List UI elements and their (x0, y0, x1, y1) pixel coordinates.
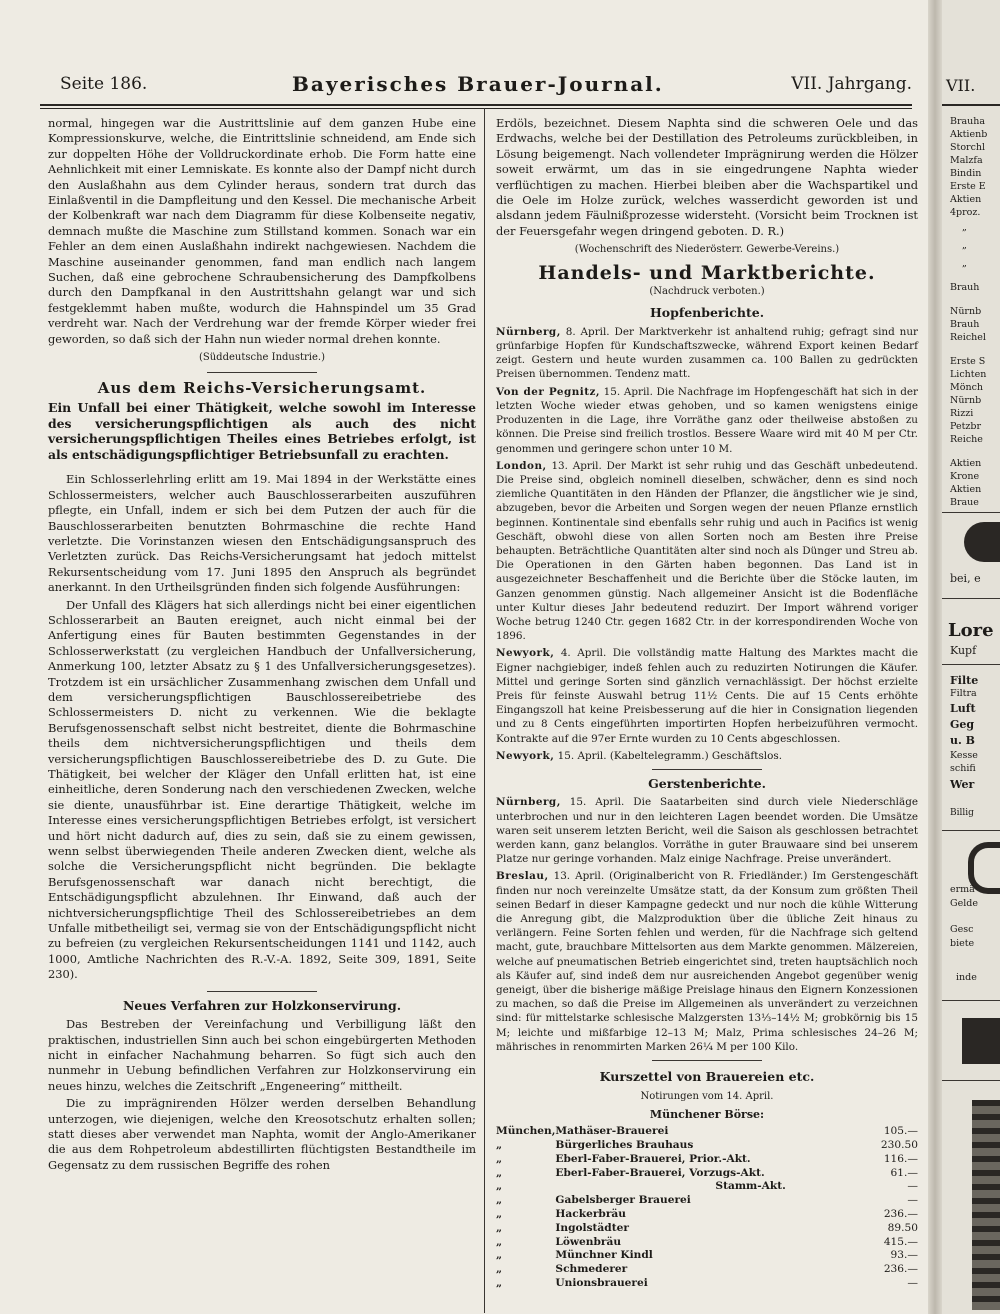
quote-value: — (907, 1180, 918, 1193)
left-column (48, 116, 476, 1175)
next-page-line: Braue (950, 497, 979, 508)
report-entry (496, 325, 918, 382)
quote-name: Bürgerliches Brauhaus (555, 1139, 694, 1152)
quote-value: 116.— (883, 1152, 918, 1165)
report-entry (496, 459, 918, 644)
next-page-line: Lore (948, 620, 994, 641)
next-page-rule (942, 512, 1000, 513)
report-entry (496, 869, 918, 1054)
page-header (60, 74, 912, 102)
report-entry (496, 795, 918, 866)
quote-city: „ (496, 1263, 503, 1276)
divider (652, 1060, 762, 1061)
next-page-line: Gesc (950, 924, 974, 935)
right-column (496, 116, 918, 1291)
quote-city: „ (496, 1180, 503, 1193)
article-lead: Ein Unfall bei einer Thätigkeit, welche sowohl im Interesse des versicherungspflichtigen als auch des nicht versicherungspflichtigen Theiles eines Betriebes erfolgt, ist als entschädigungspflichtiger Betriebsunfall zu erachten. (48, 399, 476, 462)
next-page-line: Aktienb (950, 129, 988, 140)
quote-city: „ (496, 1277, 503, 1290)
quote-name: Ingolstädter (555, 1221, 629, 1234)
quotes-exchange: Münchener Börse: (649, 1107, 765, 1121)
subheading-barley: Gerstenberichte. (648, 775, 766, 791)
next-page-line: Aktien (950, 194, 982, 205)
journal-title: Bayerisches Brauer-Journal. (292, 72, 664, 96)
table-row (496, 1222, 918, 1236)
table-row (496, 1180, 918, 1194)
next-page-rule (942, 830, 1000, 831)
next-page-line: Rizzi (950, 408, 974, 419)
next-page-line: „ (962, 222, 967, 233)
intro-paragraph: normal, hingegen war die Austrittslinie auf dem ganzen Hube eine Kompressionskurve, welche, die Eintrittslinie schneidend, am Ende sich zur doppelten Höhe der Volldruckordinate erhob. Die Form hatte eine Aehnlichkeit mit einer Lemniskate. Es konnte also der Dampf nicht durch den Auslaßhahn aus dem Cylinder heraus, sondern trat durch das Einlaßventil in die Dampfleitung und den Kessel. Die mechanische Arbeit der Kolbenkraft war nach dem Diagramm für diese Kolbenseite negativ, demnach mußte die Maschine zum Stillstand kommen. Sonach war ein Fehler an dem einen Auslaßhahn indirekt nachgewiesen. Nachdem die Maschine auseinander genommen, fand man endlich nach langem Suchen, daß eine gebrochene Schraubensicherung des Dampfkolbens durch den Dampfkanal in den Austrittshahn gelangt war und sich festgeklemmt haben mußte, wodurch die Hahnspindel um 35 Grad verdreht war. Nach der Verdrehung war der fremde Körper wieder frei geworden, so daß sich der Hahn nun wieder normal drehen konnte. (48, 116, 476, 346)
subheading-hops: Hopfenberichte. (649, 305, 765, 321)
report-entry (496, 385, 918, 456)
next-page-rule (942, 664, 1000, 665)
report-place: Nürnberg, (496, 325, 561, 338)
report-entry (496, 749, 918, 763)
next-page-ornament (964, 522, 1000, 562)
intro-source: (Süddeutsche Industrie.) (198, 352, 325, 364)
next-page-header: VII. (946, 76, 976, 95)
next-page-line: Aktien (950, 484, 982, 495)
next-page-line: Erste S (950, 356, 986, 367)
quote-value: 230.50 (880, 1139, 918, 1152)
article-heading-holzkonservirung: Neues Verfahren zur Holzkonservirung. (122, 997, 402, 1013)
quotes-table (496, 1125, 918, 1291)
quote-city: „ (496, 1249, 503, 1262)
volume-label: VII. Jahrgang. (791, 74, 912, 94)
next-page-line: Kesse (950, 750, 978, 761)
barley-reports (496, 795, 918, 1054)
reprint-note: (Nachdruck verboten.) (649, 286, 765, 298)
report-text: 15. April. Die Saatarbeiten sind durch viele Niederschläge unterbrochen und nur in den leichteren Lagen beendet worden. Die Umsätze waren seit unserem letzten Bericht, weil die Saison als geschlossen betrachtet werden kann, ganz belanglos. Vorräthe in guter Brauwaare sind bei unserem Platze nur geringe vorhanden. Malz einige Nachfrage. Preise unverändert. (496, 796, 918, 866)
next-page-rule (942, 104, 1000, 106)
next-page-line: Nürnb (950, 395, 982, 406)
report-text: 13. April. (Originalbericht von R. Friedländer.) Im Gerstengeschäft finden nur noch vereinzelte Umsätze statt, da der Konsum zum größten Theil seinen Bedarf in dieser Kampagne gedeckt und nur noch die kühle Witterung die Anregung gibt, die Malzproduktion über die übliche Zeit hinaus zu verlängern. Feine Sorten fehlen und werden, für die Nachfrage sich geltend macht, gute, brauchbare Mittelsorten aus dem Markte genommen. Mälzereien, welche auf pneumatischen Betrieb eingerichtet sind, treten hauptsächlich noch als Käufer auf, sind indeß dem nur ausreichenden Angebot gegenüber wenig geneigt, über die bisherige mäßige Preislage hinaus den Eignern Konzessionen zu machen, so daß die Preise im Allgemeinen als unverändert zu verzeichnen sind: für mittelstarke schlesische Malzgersten 13⅓–14½ M; grobkörnig bis 15 M; leichte und mißfarbige 12–13 M; Malz, Prima schlesisches 24–26 M; mährisches in renommirten Marken 26¼ M per 100 Kilo. (496, 870, 918, 1053)
quote-city: „ (496, 1208, 503, 1221)
table-row (496, 1194, 918, 1208)
next-page-line: inde (956, 972, 977, 983)
next-page-rule (942, 1080, 1000, 1081)
next-page-line: Gelde (950, 898, 978, 909)
continued-source: (Wochenschrift des Niederösterr. Gewerbe-Vereins.) (574, 244, 840, 256)
table-row (496, 1263, 918, 1277)
quote-city: „ (496, 1139, 503, 1152)
next-page-line: Geg (950, 718, 975, 731)
next-page-line: Kupf (950, 644, 977, 657)
next-page-line: Filte (950, 674, 979, 687)
quote-name: Eberl-Faber-Brauerei, Prior.-Akt. (555, 1152, 751, 1165)
next-page-line: Storchl (950, 142, 986, 153)
next-page-line: ermä (950, 884, 975, 895)
next-page-line: bei, e (950, 572, 981, 585)
hops-reports (496, 325, 918, 763)
quote-city: München, (496, 1125, 556, 1138)
report-text: 15. April. (Kabeltelegramm.) Geschäftslos. (557, 749, 782, 762)
report-text: 4. April. Die vollständig matte Haltung des Marktes macht die Eigner nachgiebiger, indeß fehlen auch zu reduzirten Notirungen die Käufer. Mittel und geringe Sorten sind gänzlich vernachlässigt. Der höchst erzielte Preis für feinste Auswahl betrug 11½ Cents. Die auf 15 Cents erhöhte Eingangszoll hat keine Preisbesserung auf die hier in Consignation liegenden und zu 8 Cents eingeführten importirten Hopfen herbeizuführen vermocht. Kontrakte auf die 97er Ernte wurden zu 10 Cents abgeschlossen. (496, 647, 918, 745)
quote-value: 236.— (883, 1208, 918, 1221)
article-heading-reichsversicherungsamt: Aus dem Reichs-Versicherungsamt. (97, 378, 427, 397)
next-page-line: „ (962, 258, 967, 269)
report-place: Nürnberg, (496, 796, 561, 809)
next-page-line: Billig (950, 808, 974, 818)
next-page-line: biete (950, 938, 975, 949)
table-row (496, 1139, 918, 1153)
quote-value: — (907, 1194, 918, 1207)
table-row (496, 1153, 918, 1167)
report-place: Newyork, (496, 749, 555, 762)
next-page-line: u. B (950, 734, 975, 747)
quote-name: Unionsbrauerei (555, 1277, 648, 1290)
report-place: London, (496, 459, 547, 472)
quote-name: Löwenbräu (555, 1235, 622, 1248)
quote-name: Münchner Kindl (555, 1249, 653, 1262)
report-place: Breslau, (496, 870, 549, 883)
table-row (496, 1208, 918, 1222)
table-row (496, 1167, 918, 1181)
quotes-date: Notirungen vom 14. April. (640, 1091, 774, 1103)
next-page-line: Krone (950, 471, 980, 482)
article-paragraph: Ein Schlosserlehrling erlitt am 19. Mai 1894 in der Werkstätte eines Schlossermeisters, welcher auch Bauschlosserarbeiten auszuführen pflegte, ein Unfall, indem er sich bei dem Putzen der auch für die Bauschlosserarbeiten benutzten Bohrmaschine die rechte Hand verletzte. Die Vorinstanzen wiesen den Entschädigungsanspruch des Verletzten zurück. Das Reichs-Versicherungsamt hat jedoch mittelst Rekursentscheidung vom 17. Juni 1895 den Anspruch als begründet anerkannt. In den Urtheilsgründen finden sich folgende Ausführungen: (48, 472, 476, 595)
report-entry (496, 646, 918, 745)
table-row (496, 1125, 918, 1139)
quote-city: „ (496, 1194, 503, 1207)
next-page-line: Mönch (950, 382, 984, 393)
next-page-line: Malzfa (950, 155, 983, 166)
quote-value: — (907, 1277, 918, 1290)
quote-name: Gabelsberger Brauerei (555, 1194, 691, 1207)
quote-city: „ (496, 1221, 503, 1234)
table-row (496, 1249, 918, 1263)
column-separator (484, 108, 485, 1313)
quote-name: Schmederer (555, 1263, 628, 1276)
next-page-line: 4proz. (950, 207, 981, 218)
quote-value: 93.— (890, 1249, 918, 1262)
section-heading-quotes: Kurszettel von Brauereien etc. (599, 1069, 815, 1085)
next-page-line: Nürnb (950, 306, 982, 317)
table-row (496, 1277, 918, 1291)
quote-city: „ (496, 1152, 503, 1165)
next-page-line: Brauh (950, 282, 980, 293)
next-page-line: Reichel (950, 332, 986, 343)
quote-value: 105.— (883, 1125, 918, 1138)
next-page-line: Lichten (950, 369, 987, 380)
next-page-line: Brauha (950, 116, 986, 127)
quote-name: Mathäser-Brauerei (555, 1125, 669, 1138)
quote-value: 236.— (883, 1263, 918, 1276)
next-page-line: Filtra (950, 688, 977, 699)
quote-value: 415.— (883, 1235, 918, 1248)
divider (207, 372, 317, 373)
next-page-rule (942, 1000, 1000, 1001)
report-text: 13. April. Der Markt ist sehr ruhig und das Geschäft unbedeutend. Die Preise sind, obgleich nominell dieselben, schwächer, denn es sind noch ziemliche Quantitäten in den Händen der Pflanzer, die ängstlicher wie je sind, abzugeben, bevor die Arbeiten und Sorgen wegen der neuen Pflanze ernstlich beginnen. Kontinentale sind ebenfalls sehr ruhig und auch in Pacifics ist wenig Geschäft, obwohl diese von allen Sorten noch am Besten ihre Preise behaupten. Beträchtliche Quantitäten alter sind noch als Dünger und Streu ab. Die Operationen in den Gärten haben begonnen. Das Land ist in ausgezeichneter Beschaffenheit und die Berichte über die Stöcke lauten, im Ganzen genommen günstig. Nach allgemeiner Ansicht ist die Bodenfläche unter Kultur dieses Jahr bedeutend reduzirt. Der Import während voriger Woche betrug 1240 Ctr. gegen 1682 Ctr. in der korrespondirenden Woche von 1896. (496, 459, 918, 643)
next-page-rule (942, 598, 1000, 599)
header-rule-top (40, 104, 912, 106)
divider (207, 991, 317, 992)
next-page-line: Reiche (950, 434, 983, 445)
next-page-line: Aktien (950, 458, 982, 469)
next-page-line: schifi (950, 763, 976, 774)
next-page-line: Erste E (950, 181, 986, 192)
next-page-line: „ (962, 240, 967, 251)
header-rule-bottom (40, 108, 912, 109)
quote-value: 89.50 (887, 1221, 918, 1234)
quote-city: „ (496, 1235, 503, 1248)
next-page-line: Brauh (950, 319, 980, 330)
next-page-edge (942, 0, 1000, 1314)
page-number: Seite 186. (60, 74, 148, 94)
report-text: 15. April. Die Nachfrage im Hopfengeschäft hat sich in der letzten Woche wieder etwas gehoben, und so kamen wenigstens einige Produzenten in die Lage, ihre Vorräthe ganz oder theilweise abstoßen zu können. Die Preise sind freilich trostlos. Bessere Waare wird mit 40 M per Ctr. genommen und geringere schon unter 10 M. (496, 385, 918, 455)
report-place: Newyork, (496, 647, 555, 660)
quote-name: Eberl-Faber-Brauerei, Vorzugs-Akt. (555, 1166, 765, 1179)
quote-name: Stamm-Akt. (715, 1180, 786, 1193)
next-page-line: Wer (950, 778, 975, 791)
quote-value: 61.— (890, 1166, 918, 1179)
divider (652, 769, 762, 770)
next-page-line: Luft (950, 702, 976, 715)
next-page-line: Bindin (950, 168, 982, 179)
book-gutter (928, 0, 942, 1314)
report-text: 8. April. Der Marktverkehr ist anhaltend ruhig; gefragt sind nur grünfarbige Hopfen für Kundschaftszwecke, während Export keinen Bedarf zeigt. Gestern und heute wurden zusammen ca. 100 Ballen zu gedrückten Preisen übernommen. Tendenz matt. (496, 325, 918, 381)
next-page-ornament (962, 1018, 1000, 1064)
continued-paragraph: Erdöls, bezeichnet. Diesem Naphta sind die schweren Oele und das Erdwachs, welche bei der Destillation des Petroleums zurückbleiben, in Lösung beigemengt. Nach vollendeter Imprägnirung werden die Hölzer soweit erwärmt, um das in sie eingedrungene Naphta wieder verflüchtigen zu machen. Hierbei bleiben aber die Wachspartikel und die Oele im Holze zurück, welches wasserdicht geworden ist und alsdann jedem Fäulnißprozesse widersteht. (Vorsicht beim Trocknen ist der Feuersgefahr wegen dringend geboten. D. R.) (496, 116, 918, 238)
table-row (496, 1236, 918, 1250)
section-heading-markets: Handels- und Marktberichte. (538, 261, 876, 284)
next-page-line: Petzbr (950, 421, 982, 432)
next-page-ornament (972, 1100, 1000, 1310)
article-paragraph: Die zu imprägnirenden Hölzer werden derselben Behandlung unterzogen, wie diejenigen, welche den Kreosotschutz erhalten sollen; statt dieses aber verwendet man Naphta, womit der Anglo-Amerikaner die aus dem Rohpetroleum abdestillirten flüchtigsten Bestandtheile im Gegensatz zu dem russischen Begriffe des rohen (48, 1096, 476, 1172)
quote-name: Hackerbräu (555, 1208, 626, 1221)
article-paragraph: Das Bestreben der Vereinfachung und Verbilligung läßt den praktischen, industriellen Sinn auch bei schon eingebürgerten Methoden nicht in einfacher Nachahmung beharren. So fügt sich auch den nunmehr in Uebung befindlichen Verfahren zur Holzkonservirung ein neues hinzu, welches die Zeitschrift „Engeneering“ mittheilt. (48, 1017, 476, 1093)
quote-city: „ (496, 1166, 503, 1179)
article-paragraph: Der Unfall des Klägers hat sich allerdings nicht bei einer eigentlichen Schlosserarbeit an Bauten ereignet, auch nicht einmal bei der Anfertigung eines für Bauten bestimmten Gegenstandes in der Schlosserwerkstatt (zu vergleichen Handbuch der Unfallversicherung, Anmerkung 100, letzter Absatz zu § 1 des Unfallversicherungsgesetzes). Trotzdem ist ein ursächlicher Zusammenhang zwischen dem Unfall und dem versicherungspflichtigen Bauschlossereibetriebe des Schlossermeisters D. nicht zu verkennen. Wie die beklagte Berufsgenossenschaft selbst nicht bestreitet, diente die Bohrmaschine theils dem nichtversicherungspflichtigen und theils dem versicherungspflichtigen Bauschlossereibetriebe des D. zu Gute. Die Thätigkeit, bei welcher der Kläger den Unfall erlitten hat, ist eine einheitliche, deren Sonderung nach den verschiedenen Zwecken, welche sie diente, unausführbar ist. Eine derartige Thätigkeit, welche im Interesse eines versicherungspflichtigen Betriebes erfolgt, ist versichert und hört nicht dadurch auf, dies zu sein, daß sie zu einem gewissen, wenn selbst überwiegenden Theile anderen Zwecken dient, welche als solche die Versicherungspflicht nicht begründen. Die beklagte Berufsgenossenschaft war danach nicht berechtigt, die Entschädigungspflicht abzulehnen. Ihr Einwand, daß auch der nichtversicherungspflichtige Theil des Schlossereibetriebes an dem Unfalle mitbetheiligt sei, vermag sie von der Entschädigungspflicht nicht zu befreien (zu vergleichen Rekursentscheidungen 1141 und 1142, auch 1000, Amtliche Nachrichten des R.-V.-A. 1892, Seite 309, 1891, Seite 230). (48, 597, 476, 982)
report-place: Von der Pegnitz, (496, 385, 601, 398)
